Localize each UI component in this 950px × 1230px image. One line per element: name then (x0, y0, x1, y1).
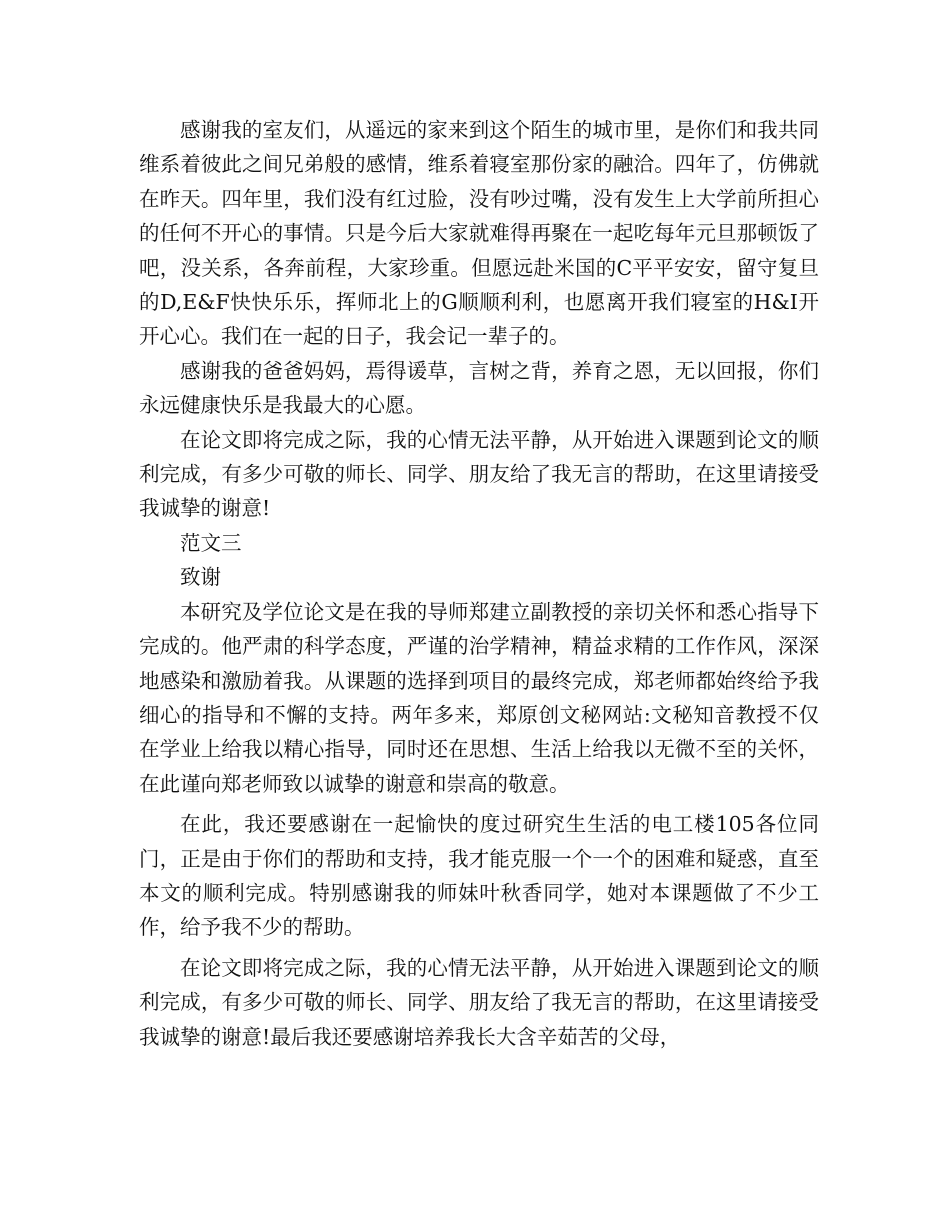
paragraph-advisor-thanks: 本研究及学位论文是在我的导师郑建立副教授的亲切关怀和悉心指导下完成的。他严肃的科学态度，严谨的治学精神，精益求精的工作作风，深深地感染和激励着我。从课题的选择到项目的最终完成，郑老师都始终给予我细心的指导和不懈的支持。两年多来，郑原创文秘网站:文秘知音教授不仅在学业上给我以精心指导，同时还在思想、生活上给我以无微不至的关怀，在此谨向郑老师致以诚挚的谢意和崇高的敬意。 (139, 599, 819, 796)
paragraph-gratitude-closing: 在论文即将完成之际，我的心情无法平静，从开始进入课题到论文的顺利完成，有多少可敬的师长、同学、朋友给了我无言的帮助，在这里请接受我诚挚的谢意! (139, 427, 819, 521)
paragraph-final-thanks: 在论文即将完成之际，我的心情无法平静，从开始进入课题到论文的顺利完成，有多少可敬的师长、同学、朋友给了我无言的帮助，在这里请接受我诚挚的谢意!最后我还要感谢培养我长大含辛茹苦的父母， (139, 955, 819, 1049)
paragraph-roommates-thanks: 感谢我的室友们，从遥远的家来到这个陌生的城市里，是你们和我共同维系着彼此之间兄弟般的感情，维系着寝室那份家的融洽。四年了，仿佛就在昨天。四年里，我们没有红过脸，没有吵过嘴，没有发生上大学前所担心的任何不开心的事情。只是今后大家就难得再聚在一起吃每年元旦那顿饭了吧，没关系，各奔前程，大家珍重。但愿远赴米国的C平平安安，留守复旦的D,E&F快快乐乐，挥师北上的G顺顺利利，也愿离开我们寝室的H&I开开心心。我们在一起的日子，我会记一辈子的。 (139, 118, 819, 349)
paragraph-parents-thanks: 感谢我的爸爸妈妈，焉得谖草，言树之背，养育之恩，无以回报，你们永远健康快乐是我最大的心愿。 (139, 358, 819, 418)
section-heading-example-three: 范文三 (180, 530, 242, 555)
document-body (139, 113, 819, 1054)
paragraph-labmates-thanks: 在此，我还要感谢在一起愉快的度过研究生生活的电工楼105各位同门，正是由于你们的帮助和支持，我才能克服一个一个的困难和疑惑，直至本文的顺利完成。特别感谢我的师妹叶秋香同学，她对本课题做了不少工作，给予我不少的帮助。 (139, 812, 819, 940)
section-heading-acknowledgements: 致谢 (180, 565, 221, 590)
